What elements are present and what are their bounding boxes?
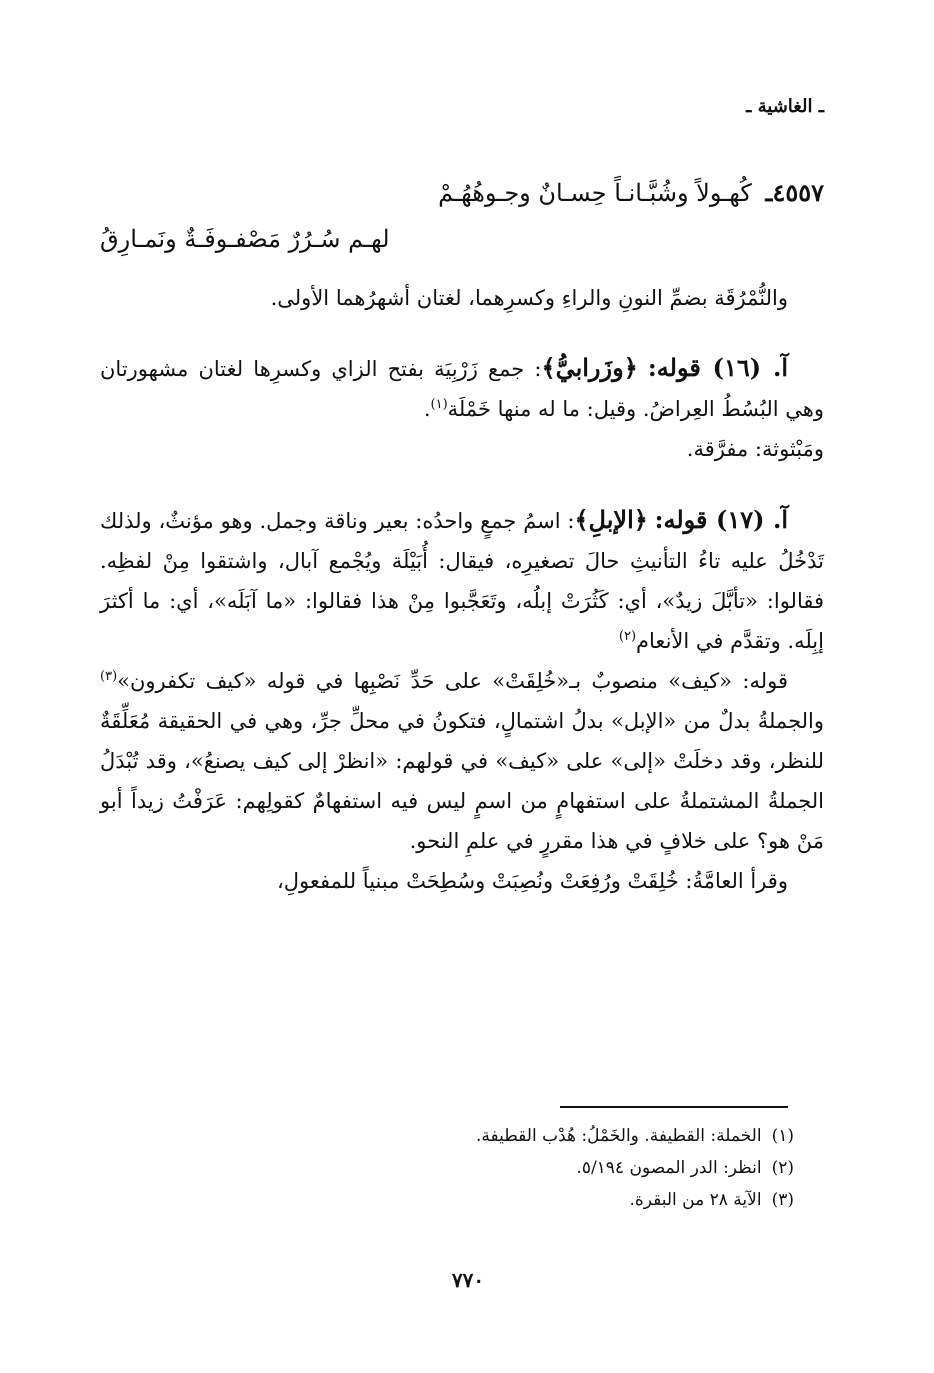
quranic-word-zarabi: ﴿وزَرابيُّ﴾ [541,353,638,382]
verse-reference-16: آ. (١٦) قوله: [647,353,789,382]
paragraph-kayfa: قوله: «كيف» منصوبٌ بـ«خُلِقَتْ» على حَدِّ نَصْبِها في قوله «كيف تكفرون»$^{(٣)}$ والجملةُ بدلٌ من «الإبل» بدلُ اشتمالٍ، فتكونُ في محلِّ جرِّ، وهي في الحقيقة مُعَلِّقَةٌ للنظر، وقد دخلَتْ «إلى» على «كيف» في قولهم: «انظرْ إلى كيف يصنعُ»، وقد تُبْدَلُ الجملةُ المشتملةُ على استفهامٍ من اسمٍ ليس فيه استفهامٌ كقولِهم: عَرَفْتُ زيداً أبو مَنْ هو؟ على خلافٍ في هذا مقررٍ في علمِ النحو. [100,669,824,853]
footnote-divider [560,1106,788,1108]
poem-verse [100,170,824,262]
footnote-1: (١)الخملة: القطيفة. والخَمْلُ: هُدْب القطيفة. [475,1126,794,1146]
paragraph-qiraa: وقرأ العامَّةُ: خُلِقَتْ ورُفِعَتْ ونُصِبَتْ وسُطِحَتْ مبنياً للمفعولِ، [276,869,788,893]
footnote-3: (٣)الآية ٢٨ من البقرة. [629,1190,794,1210]
running-header: ـ الغاشية ـ [746,96,824,117]
quranic-word-ibil: ﴿الإبلِ﴾ [574,505,648,534]
poem-line-2 [100,216,824,262]
footnote-ref-2[interactable]: (٢) [618,629,637,644]
footnote-ref-1[interactable]: (١) [430,397,448,412]
poem-first-hemistich: كُهـولاً وشُبَّـانـاً حِسـانٌ وجـوهُهُـمْ [438,179,752,207]
paragraph-ibil-text: : اسمُ جمعٍ واحدُه: بعير وناقة وجمل. وهو مؤنثٌ، ولذلك تَدْخُلُ عليه تاءُ التأنيثِ حالَ تصغيرِه، فيقال: أُبَيْلَة ويُجْمع آبال، واشتقوا مِنْ لفظِه. فقالوا: «تأبَّلَ زيدٌ»، أي: كَثُرَتْ إبلُه، وتَعَجَّبوا مِنْ هذا فقالوا: «ما آبَلَه»، أي: ما أكثرَ إبِلَه. وتقدَّم في الأنعام [100,509,824,653]
paragraph-namariq: والنُّمْرُقَة بضمِّ النونِ والراءِ وكسرِهما، لغتان أشهرُهما الأولى. [270,286,788,310]
paragraph-mabthutha: ومَبْثوثة: مفرَّقة. [686,437,824,461]
main-text-section-3 [100,500,824,901]
poem-second-hemistich: لهـم سُـرُرٌ مَصْفـوفَـةٌ ونَمـارِقُ [100,225,390,253]
poem-line-1 [100,170,824,216]
paragraph-zarabi-text: : جمع زَرْبِيَة بفتح الزاي وكسرِها لغتان مشهورتان وهي البُسُطُ العِراضُ. وقيل: ما له منها خَمْلَة [100,357,824,421]
main-text-section-2 [100,348,824,469]
paragraph-ibil [100,500,824,661]
paragraph-zarabi: آ. (١٦) قوله: ﴿وزَرابيُّ﴾: جمع زَرْبِيَة بفتح الزاي وكسرِها لغتان مشهورتان وهي البُسُطُ العِراضُ. وقيل: ما له منها خَمْلَة$^{(١)}$. [100,353,824,421]
main-text [100,278,824,318]
verse-number: ٤٥٥٧ـ [765,178,824,207]
page-number: ٧٧٠ [451,1268,485,1292]
footnote-ref-3[interactable]: (٣) [100,669,118,684]
verse-reference-17: آ. (١٧) قوله: [654,505,788,534]
footnote-2: (٢)انظر: الدر المصون ٥/١٩٤. [576,1158,794,1178]
footnotes [134,1120,794,1216]
